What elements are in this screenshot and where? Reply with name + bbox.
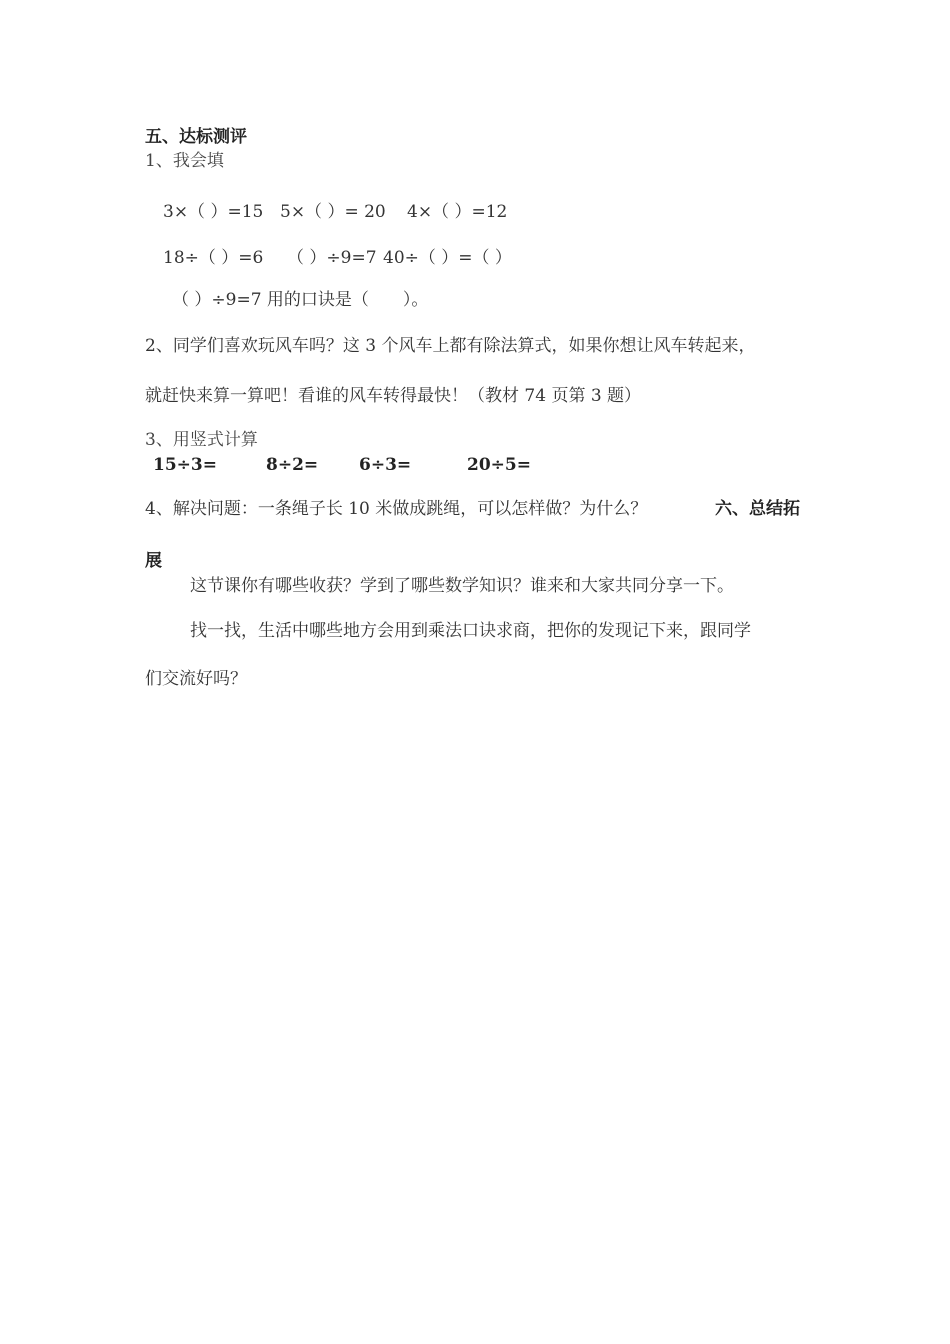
summary-paragraph-2-line-1: 找一找，生活中哪些地方会用到乘法口诀求商，把你的发现记下来，跟同学 [190, 621, 751, 641]
fill-item: 18÷（ ）=6 [163, 248, 264, 268]
calc-item: 15÷3= [153, 455, 217, 475]
calc-item: 8÷2= [266, 455, 319, 475]
question-1-row-3: （ ）÷9=7 用的口诀是（ ）。 [172, 290, 429, 310]
section-5-title: 五、达标测评 [145, 127, 247, 147]
question-3-label: 3、用竖式计算 [145, 430, 258, 450]
section-6-title-part-2: 展 [145, 551, 162, 571]
question-2-line-1: 2、同学们喜欢玩风车吗？这 3 个风车上都有除法算式，如果你想让风车转起来， [145, 336, 756, 356]
fill-item: 3×（ ）=15 [163, 202, 264, 222]
question-1-label: 1、我会填 [145, 151, 224, 171]
calc-item: 20÷5= [467, 455, 531, 475]
fill-item: 40÷（ ）=（ ） [383, 248, 512, 268]
section-6-title-part-1: 六、总结拓 [715, 499, 800, 519]
summary-paragraph-1: 这节课你有哪些收获？学到了哪些数学知识？谁来和大家共同分享一下。 [190, 576, 734, 596]
calc-item: 6÷3= [359, 455, 412, 475]
question-2-line-2: 就赶快来算一算吧！看谁的风车转得最快！（教材 74 页第 3 题） [145, 386, 642, 406]
fill-item: 5×（ ）= 20 [280, 202, 386, 222]
question-4-text: 4、解决问题：一条绳子长 10 米做成跳绳，可以怎样做？为什么？ [145, 499, 648, 519]
fill-item: （ ）÷9=7 [287, 248, 377, 268]
summary-paragraph-2-line-2: 们交流好吗？ [145, 669, 247, 689]
fill-item: 4×（ ）=12 [407, 202, 508, 222]
